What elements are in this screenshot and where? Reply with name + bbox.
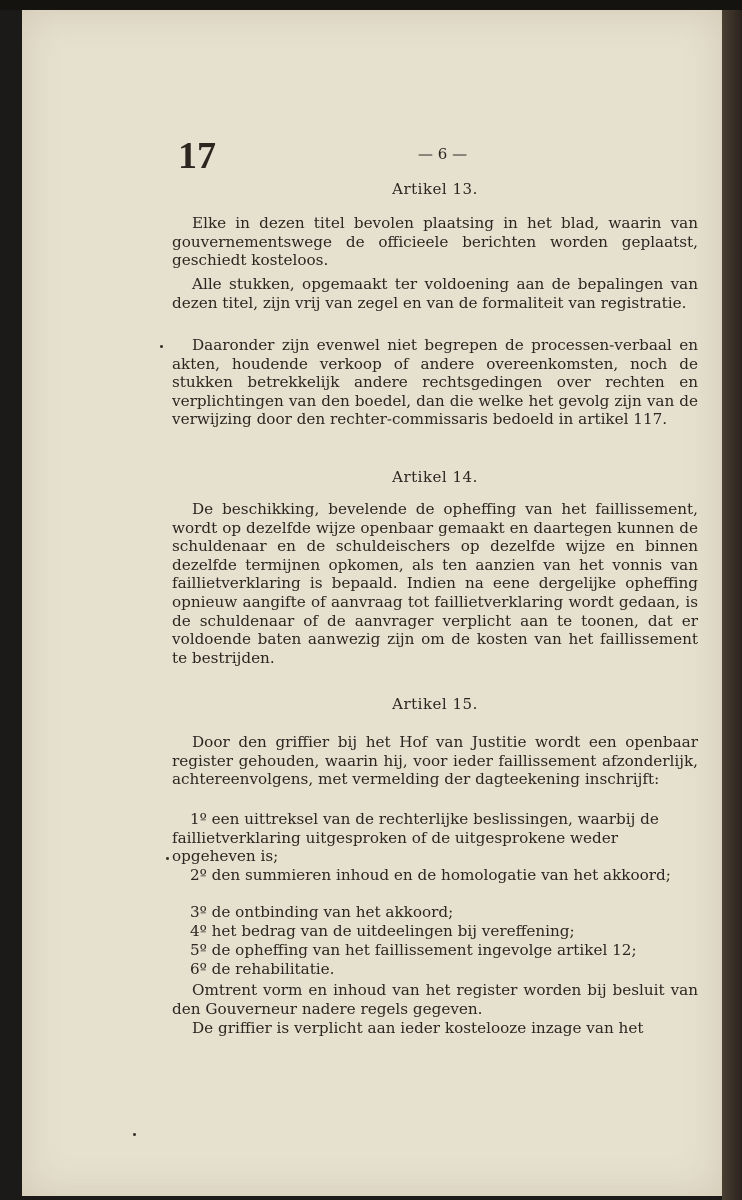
article-13-paragraph-2: Alle stukken, opgemaakt ter voldoening aan de bepalingen van dezen titel, zijn vrij van zegel en van de formaliteit van registratie.	[172, 275, 698, 312]
ink-speck	[133, 1133, 136, 1136]
scan-top-edge	[0, 0, 742, 10]
article-15-intro: Door den griffier bij het Hof van Justitie wordt een openbaar register gehouden, waarin hij, voor ieder faillissement afzonderlijk, achtereenvolgens, met vermelding der dagteekening inschrijft:	[172, 733, 698, 789]
article-15-item-2: 2º den summieren inhoud en de homologatie van het akkoord;	[190, 866, 671, 884]
article-15-item-3: 3º de ontbinding van het akkoord;	[190, 903, 454, 921]
article-15-item-1: 1º een uittreksel van de rechterlijke beslissingen, waarbij de faillietverklaring uitgesproken of de uitgesprokene weder opgeheven is;	[172, 810, 659, 866]
article-13-paragraph-1: Elke in dezen titel bevolen plaatsing in het blad, waarin van gouvernementswege de officieele berichten worden geplaatst, geschiedt kosteloos.	[172, 214, 698, 270]
ink-speck	[166, 857, 169, 860]
article-14-title: Artikel 14.	[392, 468, 478, 486]
book-spine-edge	[722, 10, 742, 1200]
article-15-item-5: 5º de opheffing van het faillissement ingevolge artikel 12;	[190, 941, 637, 959]
article-15-closing-2: De griffier is verplicht aan ieder kostelooze inzage van het	[192, 1019, 644, 1037]
article-15-closing-1: Omtrent vorm en inhoud van het register worden bij besluit van den Gouverneur nadere regels gegeven.	[172, 981, 698, 1018]
article-15-item-6: 6º de rehabilitatie.	[190, 960, 335, 978]
article-13-title: Artikel 13.	[392, 180, 478, 198]
article-15-title: Artikel 15.	[392, 695, 478, 713]
article-13-paragraph-3: Daaronder zijn evenwel niet begrepen de processen-verbaal en akten, houdende verkoop of andere overeenkomsten, noch de stukken betrekkelijk andere rechtsgedingen over rechten en verplichtingen van den boedel, dan die welke het gevolg zijn van de verwijzing door den rechter-commissaris bedoeld in artikel 117.	[172, 336, 698, 429]
page-number: 17	[178, 135, 216, 177]
ink-speck	[160, 345, 163, 348]
running-page-number: — 6 —	[418, 145, 468, 163]
article-15-item-4: 4º het bedrag van de uitdeelingen bij vereffening;	[190, 922, 575, 940]
article-14-paragraph-1: De beschikking, bevelende de opheffing van het faillissement, wordt op dezelfde wijze openbaar gemaakt en daartegen kunnen de schuldenaar en de schuldeischers op dezelfde wijze en binnen dezelfde termijnen opkomen, als ten aanzien van het vonnis van faillietverklaring is bepaald. Indien na eene dergelijke opheffing opnieuw aangifte of aanvraag tot faillietverklaring wordt gedaan, is de schuldenaar of de aanvrager verplicht aan te toonen, dat er voldoende baten aanwezig zijn om de kosten van het faillissement te bestrijden.	[172, 500, 698, 667]
